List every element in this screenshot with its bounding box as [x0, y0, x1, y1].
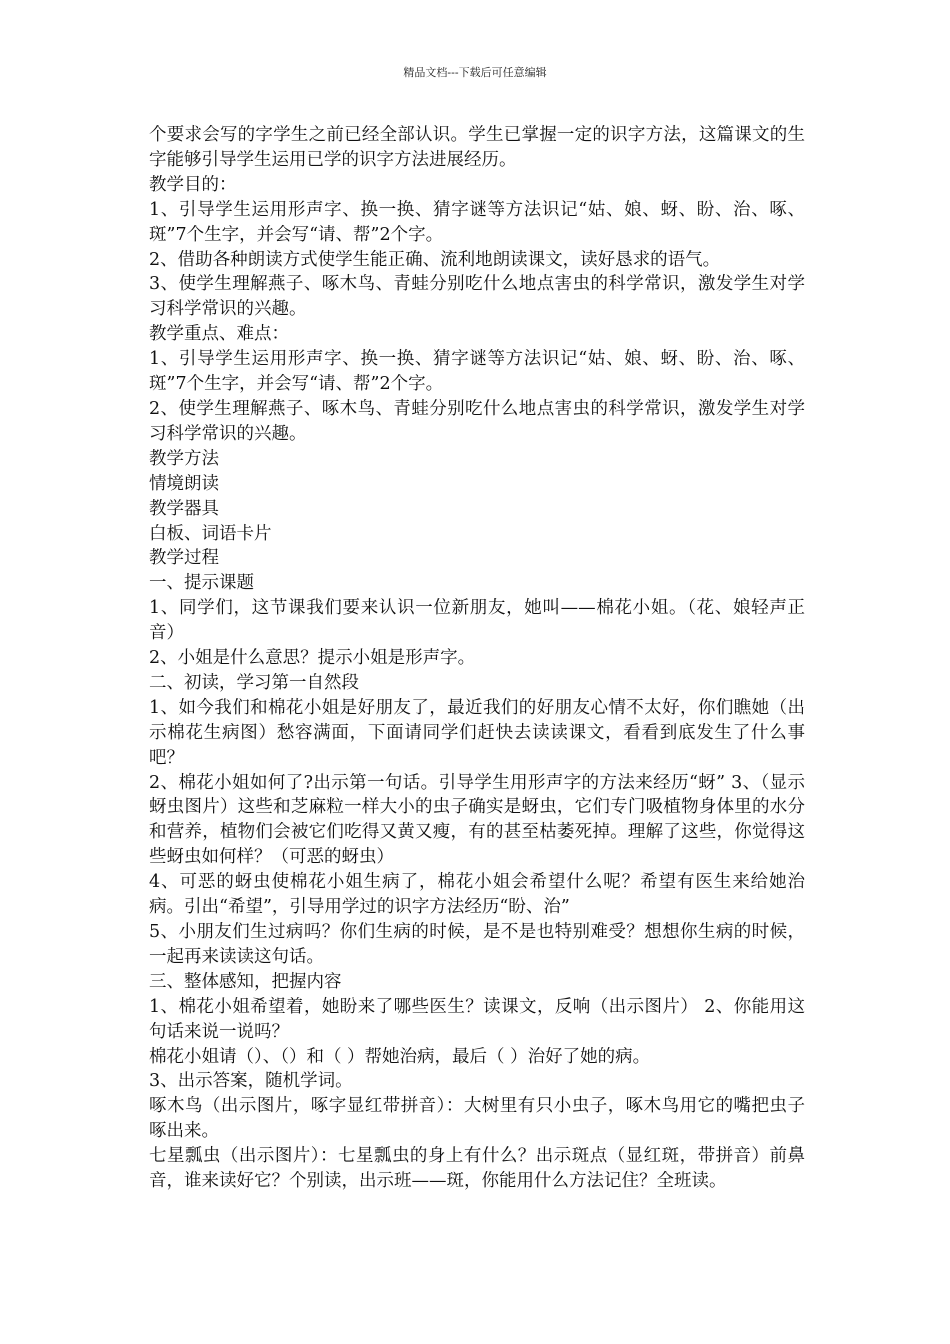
- document-body: [149, 123, 805, 1194]
- paragraph: 2、借助各种朗读方式使学生能正确、流利地朗读课文，读好恳求的语气。: [149, 249, 721, 270]
- paragraph: 啄木鸟（出示图片，啄字显红带拼音）：大树里有只小虫子，啄木鸟用它的嘴把虫子啄出来。: [149, 1096, 805, 1142]
- section-heading: 教学方法: [149, 448, 219, 469]
- paragraph: 情境朗读: [149, 473, 219, 494]
- paragraph: 2、使学生理解燕子、啄木鸟、青蛙分别吃什么地点害虫的科学常识，激发学生对学习科学常识的兴趣。: [149, 398, 805, 444]
- paragraph: 1、棉花小姐希望着，她盼来了哪些医生？读课文，反响（出示图片） 2、你能用这句话来说一说吗？: [149, 996, 805, 1042]
- section-heading: 教学目的：: [149, 174, 237, 195]
- paragraph: 个要求会写的字学生之前已经全部认识。学生已掌握一定的识字方法，这篇课文的生字能够引导学生运用已学的识字方法进展经历。: [149, 125, 805, 170]
- paragraph: 3、出示答案，随机学词。: [149, 1071, 353, 1092]
- section-heading: 教学器具: [149, 498, 219, 519]
- section-heading: 教学重点、难点：: [149, 324, 289, 345]
- section-heading: 一、提示课题: [149, 573, 254, 594]
- paragraph: 白板、词语卡片: [149, 523, 272, 544]
- paragraph: 1、引导学生运用形声字、换一换、猜字谜等方法识记“姑、娘、蚜、盼、治、啄、斑”7个生字，并会写“请、帮”2个字。: [149, 349, 805, 395]
- paragraph: 七星瓢虫（出示图片）：七星瓢虫的身上有什么？出示斑点（显红斑，带拼音）前鼻音，谁来读好它？个别读，出示班——斑，你能用什么方法记住？全班读。: [149, 1146, 805, 1192]
- paragraph: 棉花小姐请（）、（）和（ ）帮她治病，最后（ ）治好了她的病。: [149, 1046, 651, 1067]
- paragraph: 1、引导学生运用形声字、换一换、猜字谜等方法识记“姑、娘、蚜、盼、治、啄、斑”7个生字，并会写“请、帮”2个字。: [149, 199, 805, 245]
- paragraph: 1、同学们，这节课我们要来认识一位新朋友，她叫——棉花小姐。（花、娘轻声正音）: [149, 598, 805, 644]
- paragraph: 4、可恶的蚜虫使棉花小姐生病了，棉花小姐会希望什么呢？希望有医生来给她治病。引出“希望”，引导用学过的识字方法经历“盼、治”: [149, 872, 805, 918]
- page-header: 精品文档---下载后可任意编辑: [403, 66, 547, 79]
- paragraph: 2、小姐是什么意思？提示小姐是形声字。: [149, 648, 476, 669]
- paragraph: 5、小朋友们生过病吗？你们生病的时候，是不是也特别难受？想想你生病的时候，一起再来读读这句话。: [149, 922, 805, 967]
- paragraph: 1、如今我们和棉花小姐是好朋友了，最近我们的好朋友心情不太好，你们瞧她（出示棉花生病图）愁容满面，下面请同学们赶快去读读课文，看看到底发生了什么事吧？: [149, 697, 805, 768]
- section-heading: 三、整体感知，把握内容: [149, 971, 342, 992]
- section-heading: 教学过程: [149, 548, 219, 569]
- paragraph: 2、棉花小姐如何了?出示第一句话。引导学生用形声字的方法来经历“蚜” 3、（显示蚜虫图片）这些和芝麻粒一样大小的虫子确实是蚜虫，它们专门吸植物身体里的水分和营养，植物们会被它们吃得又黄又瘦，有的甚至枯萎死掉。理解了这些，你觉得这些蚜虫如何样？（可恶的蚜虫）: [149, 772, 805, 868]
- section-heading: 二、初读，学习第一自然段: [149, 672, 359, 693]
- paragraph: 3、使学生理解燕子、啄木鸟、青蛙分别吃什么地点害虫的科学常识，激发学生对学习科学常识的兴趣。: [149, 274, 805, 320]
